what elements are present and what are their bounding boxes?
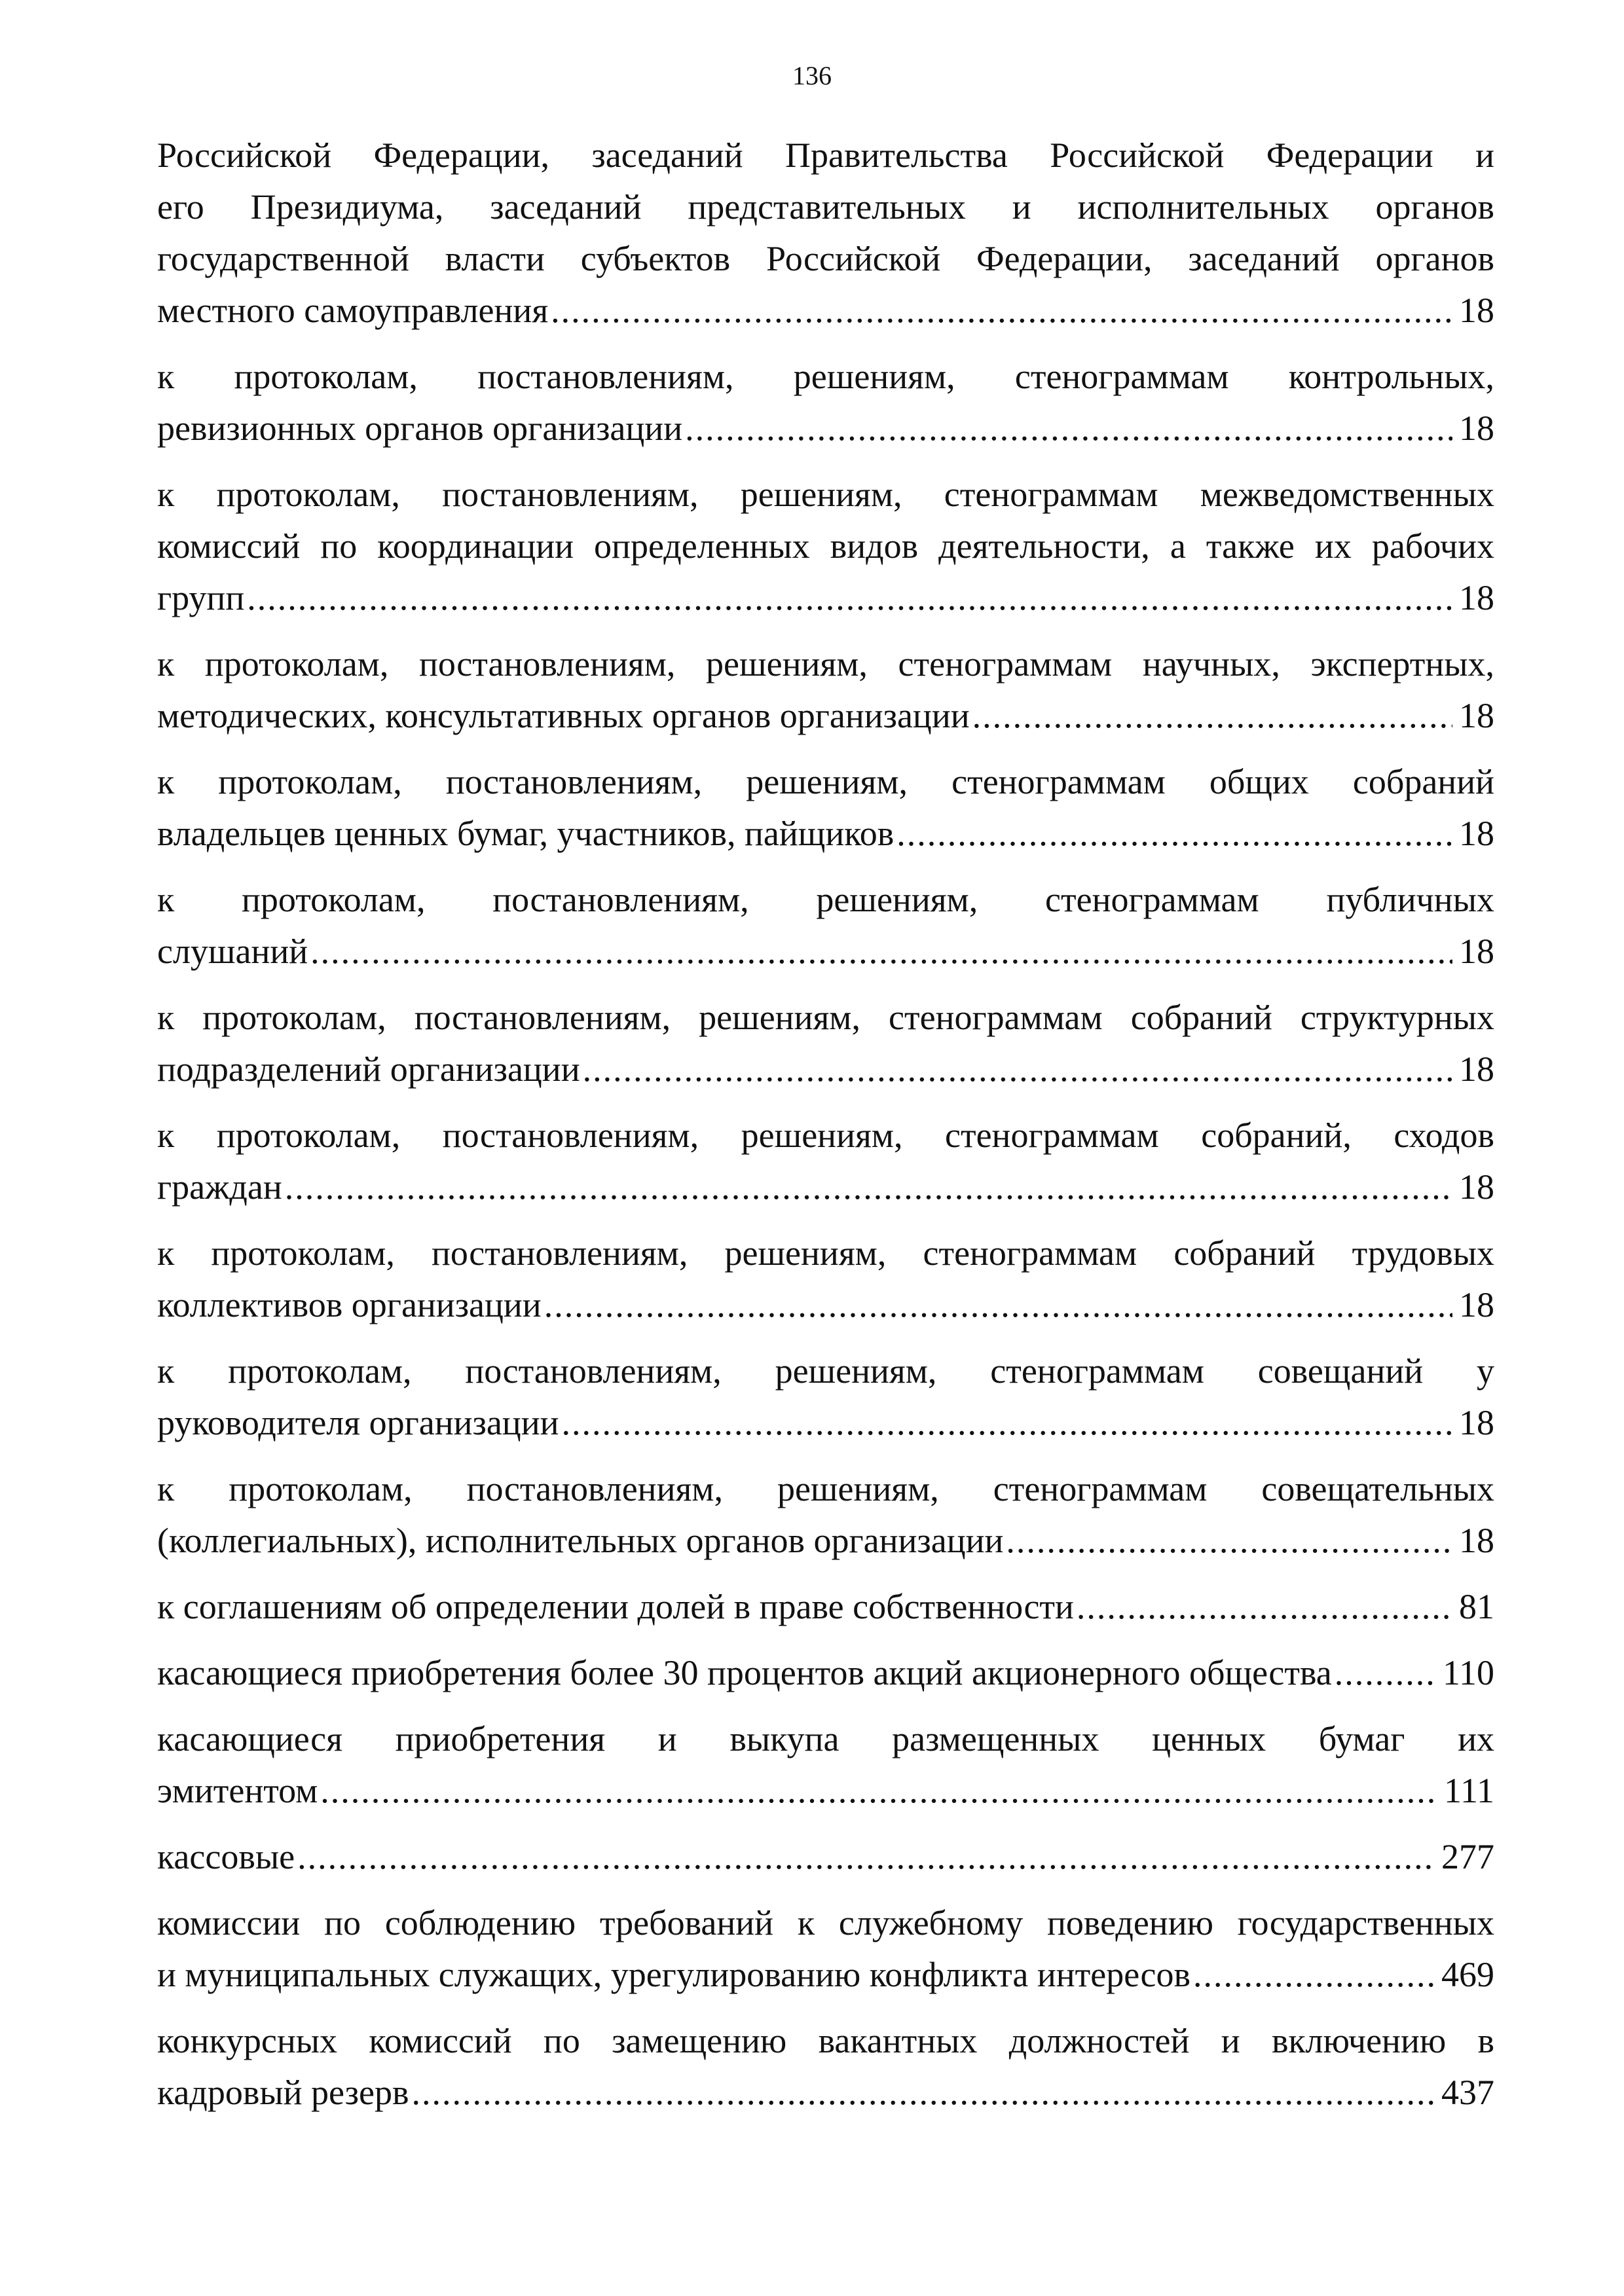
dot-leader (896, 808, 1452, 860)
index-entry-line: к протоколам, постановлениям, решениям, стенограммам публичных (157, 880, 1494, 919)
index-entry-final-line (157, 1949, 1494, 2001)
index-entry-page-ref: 18 (1459, 291, 1494, 330)
index-entry-final-line (157, 403, 1494, 454)
index-entry (157, 1647, 1494, 1699)
index-entry-page-ref: 277 (1441, 1837, 1494, 1876)
index-entry-text: граждан (157, 1167, 282, 1207)
index-entry-text: и муниципальных служащих, урегулированию конфликта интересов (157, 1955, 1190, 1994)
index-entry (157, 1228, 1494, 1331)
index-entry-final-line (157, 1397, 1494, 1449)
dot-leader (551, 285, 1452, 337)
dot-leader (1335, 1647, 1436, 1699)
index-entry-final-line (157, 1831, 1494, 1883)
index-entry-line: Российской Федерации, заседаний Правительства Российской Федерации и (157, 136, 1494, 175)
index-entry-page-ref: 81 (1459, 1587, 1494, 1626)
index-entry-text: коллективов организации (157, 1285, 542, 1324)
index-entry-page-ref: 110 (1443, 1653, 1494, 1692)
dot-leader (562, 1397, 1453, 1449)
index-entry-line: государственной власти субъектов Российской Федерации, заседаний органов (157, 239, 1494, 278)
index-entry-text: к соглашениям об определении долей в праве собственности (157, 1587, 1074, 1626)
index-entry-page-ref: 18 (1459, 814, 1494, 853)
dot-leader (685, 403, 1452, 454)
index-entry-final-line (157, 572, 1494, 624)
index-entry-page-ref: 18 (1459, 1167, 1494, 1207)
index-entry-text: слушаний (157, 932, 308, 971)
index-entry-final-line (157, 1161, 1494, 1213)
index-entry-page-ref: 18 (1459, 409, 1494, 448)
index-entry (157, 1713, 1494, 1817)
index-entry (157, 2015, 1494, 2119)
index-entry-page-ref: 437 (1441, 2073, 1494, 2112)
page-number: 136 (792, 61, 832, 90)
index-entry-page-ref: 18 (1459, 932, 1494, 971)
index-entry-text: руководителя организации (157, 1403, 559, 1442)
index-entry-final-line (157, 285, 1494, 337)
index-list (157, 130, 1494, 2133)
index-entry-page-ref: 18 (1459, 1403, 1494, 1442)
dot-leader (972, 690, 1452, 742)
index-entry-text: ревизионных органов организации (157, 409, 683, 448)
index-entry (157, 1581, 1494, 1633)
index-entry-line: к протоколам, постановлениям, решениям, стенограммам общих собраний (157, 762, 1494, 801)
index-entry-final-line (157, 1647, 1494, 1699)
index-entry (157, 351, 1494, 454)
index-entry-page-ref: 18 (1459, 578, 1494, 617)
index-entry-final-line (157, 1765, 1494, 1817)
index-entry-line: к протоколам, постановлениям, решениям, стенограммам совещательных (157, 1469, 1494, 1508)
index-entry-line: к протоколам, постановлениям, решениям, стенограммам научных, экспертных, (157, 644, 1494, 683)
dot-leader (247, 572, 1452, 624)
index-entry-line: конкурсных комиссий по замещению вакантных должностей и включению в (157, 2021, 1494, 2060)
index-entry-final-line (157, 1279, 1494, 1331)
index-entry-final-line (157, 2067, 1494, 2119)
index-entry-text: подразделений организации (157, 1049, 580, 1089)
index-entry (157, 1831, 1494, 1883)
dot-leader (1006, 1515, 1452, 1567)
dot-leader (310, 926, 1452, 977)
dot-leader (320, 1765, 1437, 1817)
index-entry-text: владельцев ценных бумаг, участников, пайщиков (157, 814, 895, 853)
index-entry-text: методических, консультативных органов организации (157, 696, 970, 735)
index-entry-line: к протоколам, постановлениям, решениям, стенограммам собраний, сходов (157, 1116, 1494, 1155)
index-entry-final-line (157, 926, 1494, 977)
index-entry (157, 874, 1494, 977)
index-entry (157, 1897, 1494, 2001)
dot-leader (285, 1161, 1452, 1213)
index-entry-page-ref: 469 (1441, 1955, 1494, 1994)
index-entry-line: касающиеся приобретения и выкупа размещенных ценных бумаг их (157, 1719, 1494, 1758)
index-entry-page-ref: 18 (1459, 1285, 1494, 1324)
index-entry-final-line (157, 690, 1494, 742)
dot-leader (411, 2067, 1435, 2119)
index-entry-text: (коллегиальных), исполнительных органов организации (157, 1521, 1004, 1560)
index-entry-text: касающиеся приобретения более 30 процентов акций акционерного общества (157, 1653, 1332, 1692)
dot-leader (297, 1831, 1435, 1883)
index-entry-final-line (157, 1515, 1494, 1567)
index-entry (157, 1110, 1494, 1213)
index-entry (157, 756, 1494, 860)
index-entry-final-line (157, 808, 1494, 860)
index-entry-page-ref: 18 (1459, 1521, 1494, 1560)
index-entry (157, 638, 1494, 742)
index-entry-text: групп (157, 578, 245, 617)
index-entry (157, 1463, 1494, 1567)
index-entry-line: к протоколам, постановлениям, решениям, стенограммам контрольных, (157, 357, 1494, 396)
index-entry-text: кассовые (157, 1837, 295, 1876)
index-entry-page-ref: 18 (1459, 696, 1494, 735)
index-entry-text: местного самоуправления (157, 291, 549, 330)
index-entry-final-line (157, 1044, 1494, 1095)
index-entry-text: кадровый резерв (157, 2073, 409, 2112)
index-entry-line: комиссий по координации определенных видов деятельности, а также их рабочих (157, 526, 1494, 566)
index-entry-page-ref: 111 (1444, 1771, 1494, 1810)
index-entry (157, 1345, 1494, 1449)
dot-leader (1077, 1581, 1452, 1633)
dot-leader (544, 1279, 1452, 1331)
index-entry-line: комиссии по соблюдению требований к служебному поведению государственных (157, 1903, 1494, 1942)
index-entry-line: к протоколам, постановлениям, решениям, стенограммам собраний трудовых (157, 1233, 1494, 1273)
index-entry-line: к протоколам, постановлениям, решениям, стенограммам совещаний у (157, 1351, 1494, 1391)
index-entry-line: к протоколам, постановлениям, решениям, стенограммам собраний структурных (157, 998, 1494, 1037)
index-entry (157, 130, 1494, 337)
index-entry-line: его Президиума, заседаний представительных и исполнительных органов (157, 187, 1494, 227)
index-entry-line: к протоколам, постановлениям, решениям, стенограммам межведомственных (157, 475, 1494, 514)
index-entry (157, 469, 1494, 624)
index-entry (157, 992, 1494, 1095)
dot-leader (583, 1044, 1452, 1095)
index-entry-final-line (157, 1581, 1494, 1633)
dot-leader (1193, 1949, 1435, 2001)
index-entry-text: эмитентом (157, 1771, 318, 1810)
index-entry-page-ref: 18 (1459, 1049, 1494, 1089)
